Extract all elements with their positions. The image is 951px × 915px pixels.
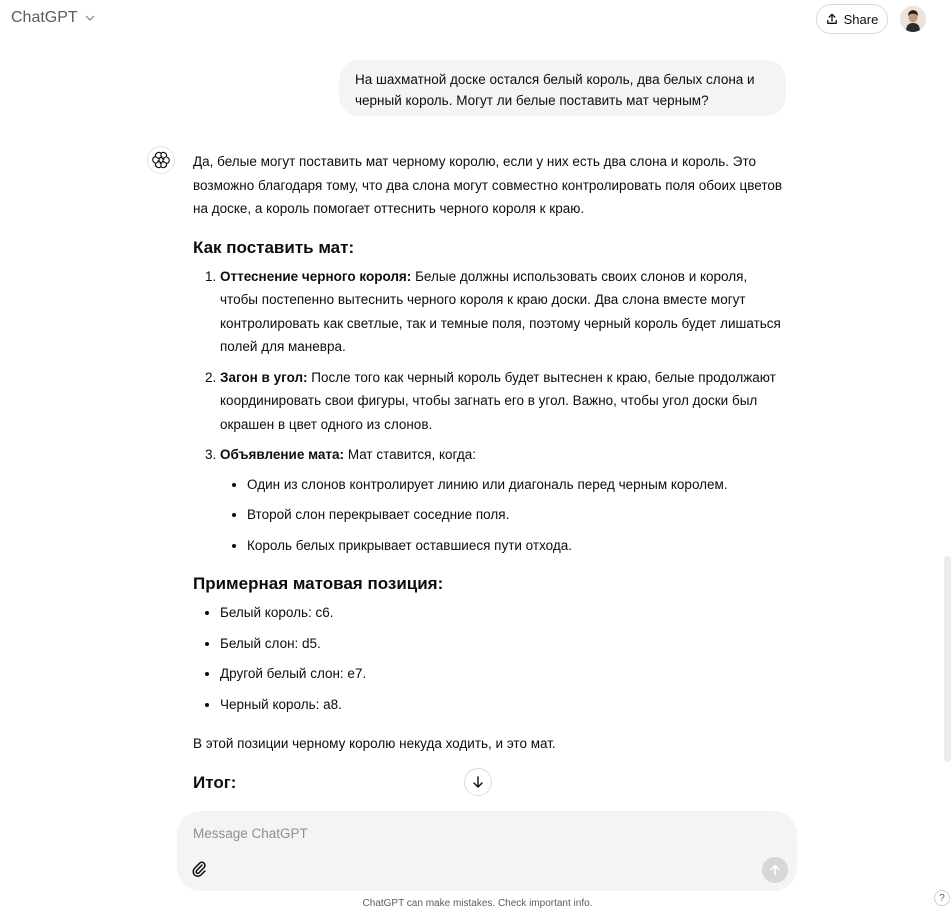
position-list bbox=[193, 601, 783, 716]
user-avatar-icon bbox=[900, 6, 926, 32]
list-item: • Второй слон перекрывает соседние поля. bbox=[247, 503, 783, 527]
top-bar bbox=[0, 0, 951, 40]
mate-steps-list bbox=[193, 265, 783, 558]
list-item: • Король белых прикрывает оставшиеся пути отхода. bbox=[247, 534, 783, 558]
model-selector[interactable] bbox=[11, 9, 96, 27]
answer-conclusion: В этой позиции черному королю некуда ходить, и это мат. bbox=[193, 736, 556, 751]
list-item: • Другой белый слон: e7. bbox=[220, 662, 783, 686]
disclaimer-text: ChatGPT can make mistakes. Check important info. bbox=[362, 898, 593, 909]
share-icon bbox=[826, 13, 838, 25]
step-text: Мат ставится, когда: bbox=[344, 447, 476, 462]
openai-logo-icon bbox=[152, 151, 170, 169]
step-title: Оттеснение черного короля: bbox=[220, 268, 412, 284]
help-button[interactable]: ? bbox=[934, 890, 950, 906]
step-text: Белые должны использовать своих слонов и короля, чтобы постепенно вытеснить черного короля к краю доски. Два слона вместе могут контролировать как светлые, так и темные поля, поэтому черный король будет лишаться полей для маневра. bbox=[220, 268, 781, 354]
heading-mate-position: Примерная матовая позиция: bbox=[193, 574, 444, 593]
heading-how-to-mate: Как поставить мат: bbox=[193, 237, 355, 257]
list-item bbox=[220, 366, 783, 437]
list-item bbox=[220, 265, 783, 359]
send-button[interactable] bbox=[762, 857, 788, 883]
paperclip-icon bbox=[191, 860, 207, 878]
mate-conditions-list bbox=[220, 473, 783, 558]
heading-summary: Итог: bbox=[193, 772, 237, 792]
message-composer[interactable] bbox=[177, 811, 797, 891]
share-label: Share bbox=[843, 11, 879, 27]
user-message-bubble bbox=[339, 60, 786, 116]
arrow-up-icon bbox=[769, 864, 781, 876]
attach-button[interactable] bbox=[189, 859, 209, 879]
step-title: Объявление мата: bbox=[220, 447, 345, 462]
answer-intro: Да, белые могут поставить мат черному королю, если у них есть два слона и король. Это возможно благодаря тому, что два слона могут совместно контролировать поля обоих цветов на доске, а король помогает оттеснить черного короля к краю. bbox=[193, 154, 783, 216]
list-item: • Белый король: c6. bbox=[220, 601, 783, 625]
share-button[interactable] bbox=[816, 4, 888, 34]
assistant-avatar bbox=[147, 146, 175, 174]
list-item bbox=[220, 443, 783, 557]
user-message-text: На шахматной доске остался белый король, два белых слона и черный король. Могут ли белые поставить мат черным? bbox=[355, 72, 755, 108]
model-label: ChatGPT bbox=[11, 9, 78, 26]
assistant-message bbox=[193, 150, 783, 794]
scrollbar-thumb[interactable] bbox=[944, 556, 951, 762]
arrow-down-icon bbox=[471, 775, 485, 789]
list-item: • Белый слон: d5. bbox=[220, 632, 783, 656]
message-input[interactable]: Message ChatGPT bbox=[193, 826, 308, 841]
step-text: После того как черный король будет вытеснен к краю, белые продолжают координировать свои фигуры, чтобы загнать его в угол. Важно, чтобы угол доски был окрашен в цвет одного из слонов. bbox=[220, 369, 776, 432]
step-title: Загон в угол: bbox=[220, 369, 308, 385]
chevron-down-icon bbox=[84, 12, 96, 24]
scroll-to-bottom-button[interactable] bbox=[464, 768, 492, 796]
list-item: • Черный король: a8. bbox=[220, 693, 783, 717]
list-item: • Один из слонов контролирует линию или диагональ перед черным королем. bbox=[247, 473, 783, 497]
avatar[interactable] bbox=[900, 6, 926, 32]
